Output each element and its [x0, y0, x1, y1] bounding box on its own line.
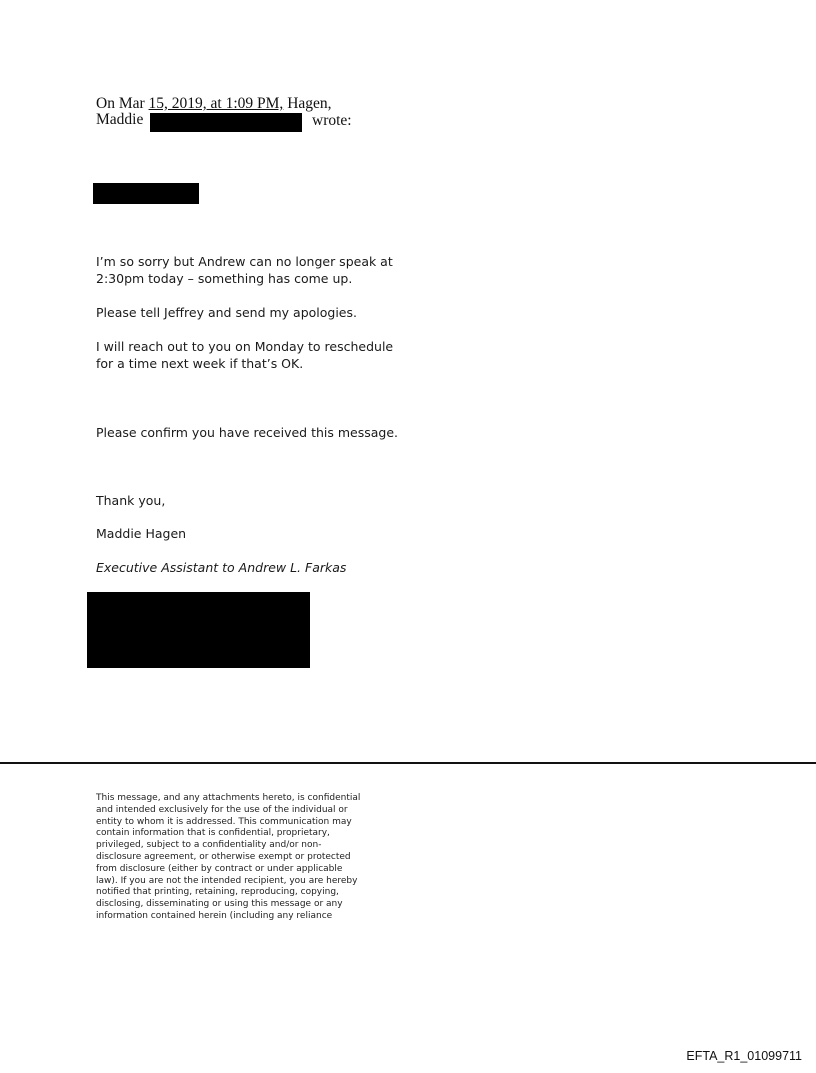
- confidentiality-disclaimer: [96, 793, 396, 923]
- redaction-signature-block: [87, 592, 310, 668]
- redaction-greeting: [93, 183, 199, 204]
- header-line-1: [96, 96, 396, 112]
- message-paragraph-4: Please confirm you have received this message.: [96, 425, 399, 440]
- header-sender-given-name: Maddie: [96, 111, 144, 128]
- disclaimer-line: information contained herein (including any reliance: [96, 910, 333, 921]
- disclaimer-line: entity to whom it is addressed. This communication may: [96, 816, 352, 827]
- message-line: 2:30pm today – something has come up.: [96, 271, 353, 286]
- disclaimer-line: contain information that is confidential, proprietary,: [96, 828, 330, 839]
- signature-name: Maddie Hagen: [96, 526, 187, 541]
- disclaimer-line: notified that printing, retaining, reproducing, copying,: [96, 887, 339, 898]
- message-paragraph-3: [96, 338, 416, 372]
- message-line: for a time next week if that’s OK.: [96, 356, 304, 371]
- message-line: I will reach out to you on Monday to reschedule: [96, 339, 394, 354]
- redaction-sender-email: [150, 113, 302, 132]
- message-paragraph-2: Please tell Jeffrey and send my apologies.: [96, 305, 357, 320]
- header-prefix: On Mar: [96, 95, 149, 112]
- disclaimer-line: law). If you are not the intended recipient, you are hereby: [96, 875, 358, 886]
- signature-title: Executive Assistant to Andrew L. Farkas: [96, 560, 347, 575]
- section-divider: [0, 762, 816, 764]
- header-date: 15, 2019, at 1:09 PM,: [148, 95, 284, 112]
- disclaimer-line: from disclosure (either by contract or under applicable: [96, 863, 343, 874]
- disclaimer-line: disclosure agreement, or otherwise exempt or protected: [96, 851, 351, 862]
- message-paragraph-1: [96, 253, 416, 287]
- document-id: EFTA_R1_01099711: [686, 1049, 802, 1063]
- disclaimer-line: and intended exclusively for the use of the individual or: [96, 804, 348, 815]
- message-line: I’m so sorry but Andrew can no longer speak at: [96, 254, 393, 269]
- disclaimer-line: This message, and any attachments hereto, is confidential: [96, 793, 361, 803]
- header-sender-surname: Hagen,: [283, 95, 332, 112]
- disclaimer-line: disclosing, disseminating or using this message or any: [96, 899, 343, 910]
- disclaimer-line: privileged, subject to a confidentiality and/or non-: [96, 840, 322, 851]
- closing-text: Thank you,: [96, 493, 166, 508]
- header-wrote: wrote:: [312, 112, 352, 129]
